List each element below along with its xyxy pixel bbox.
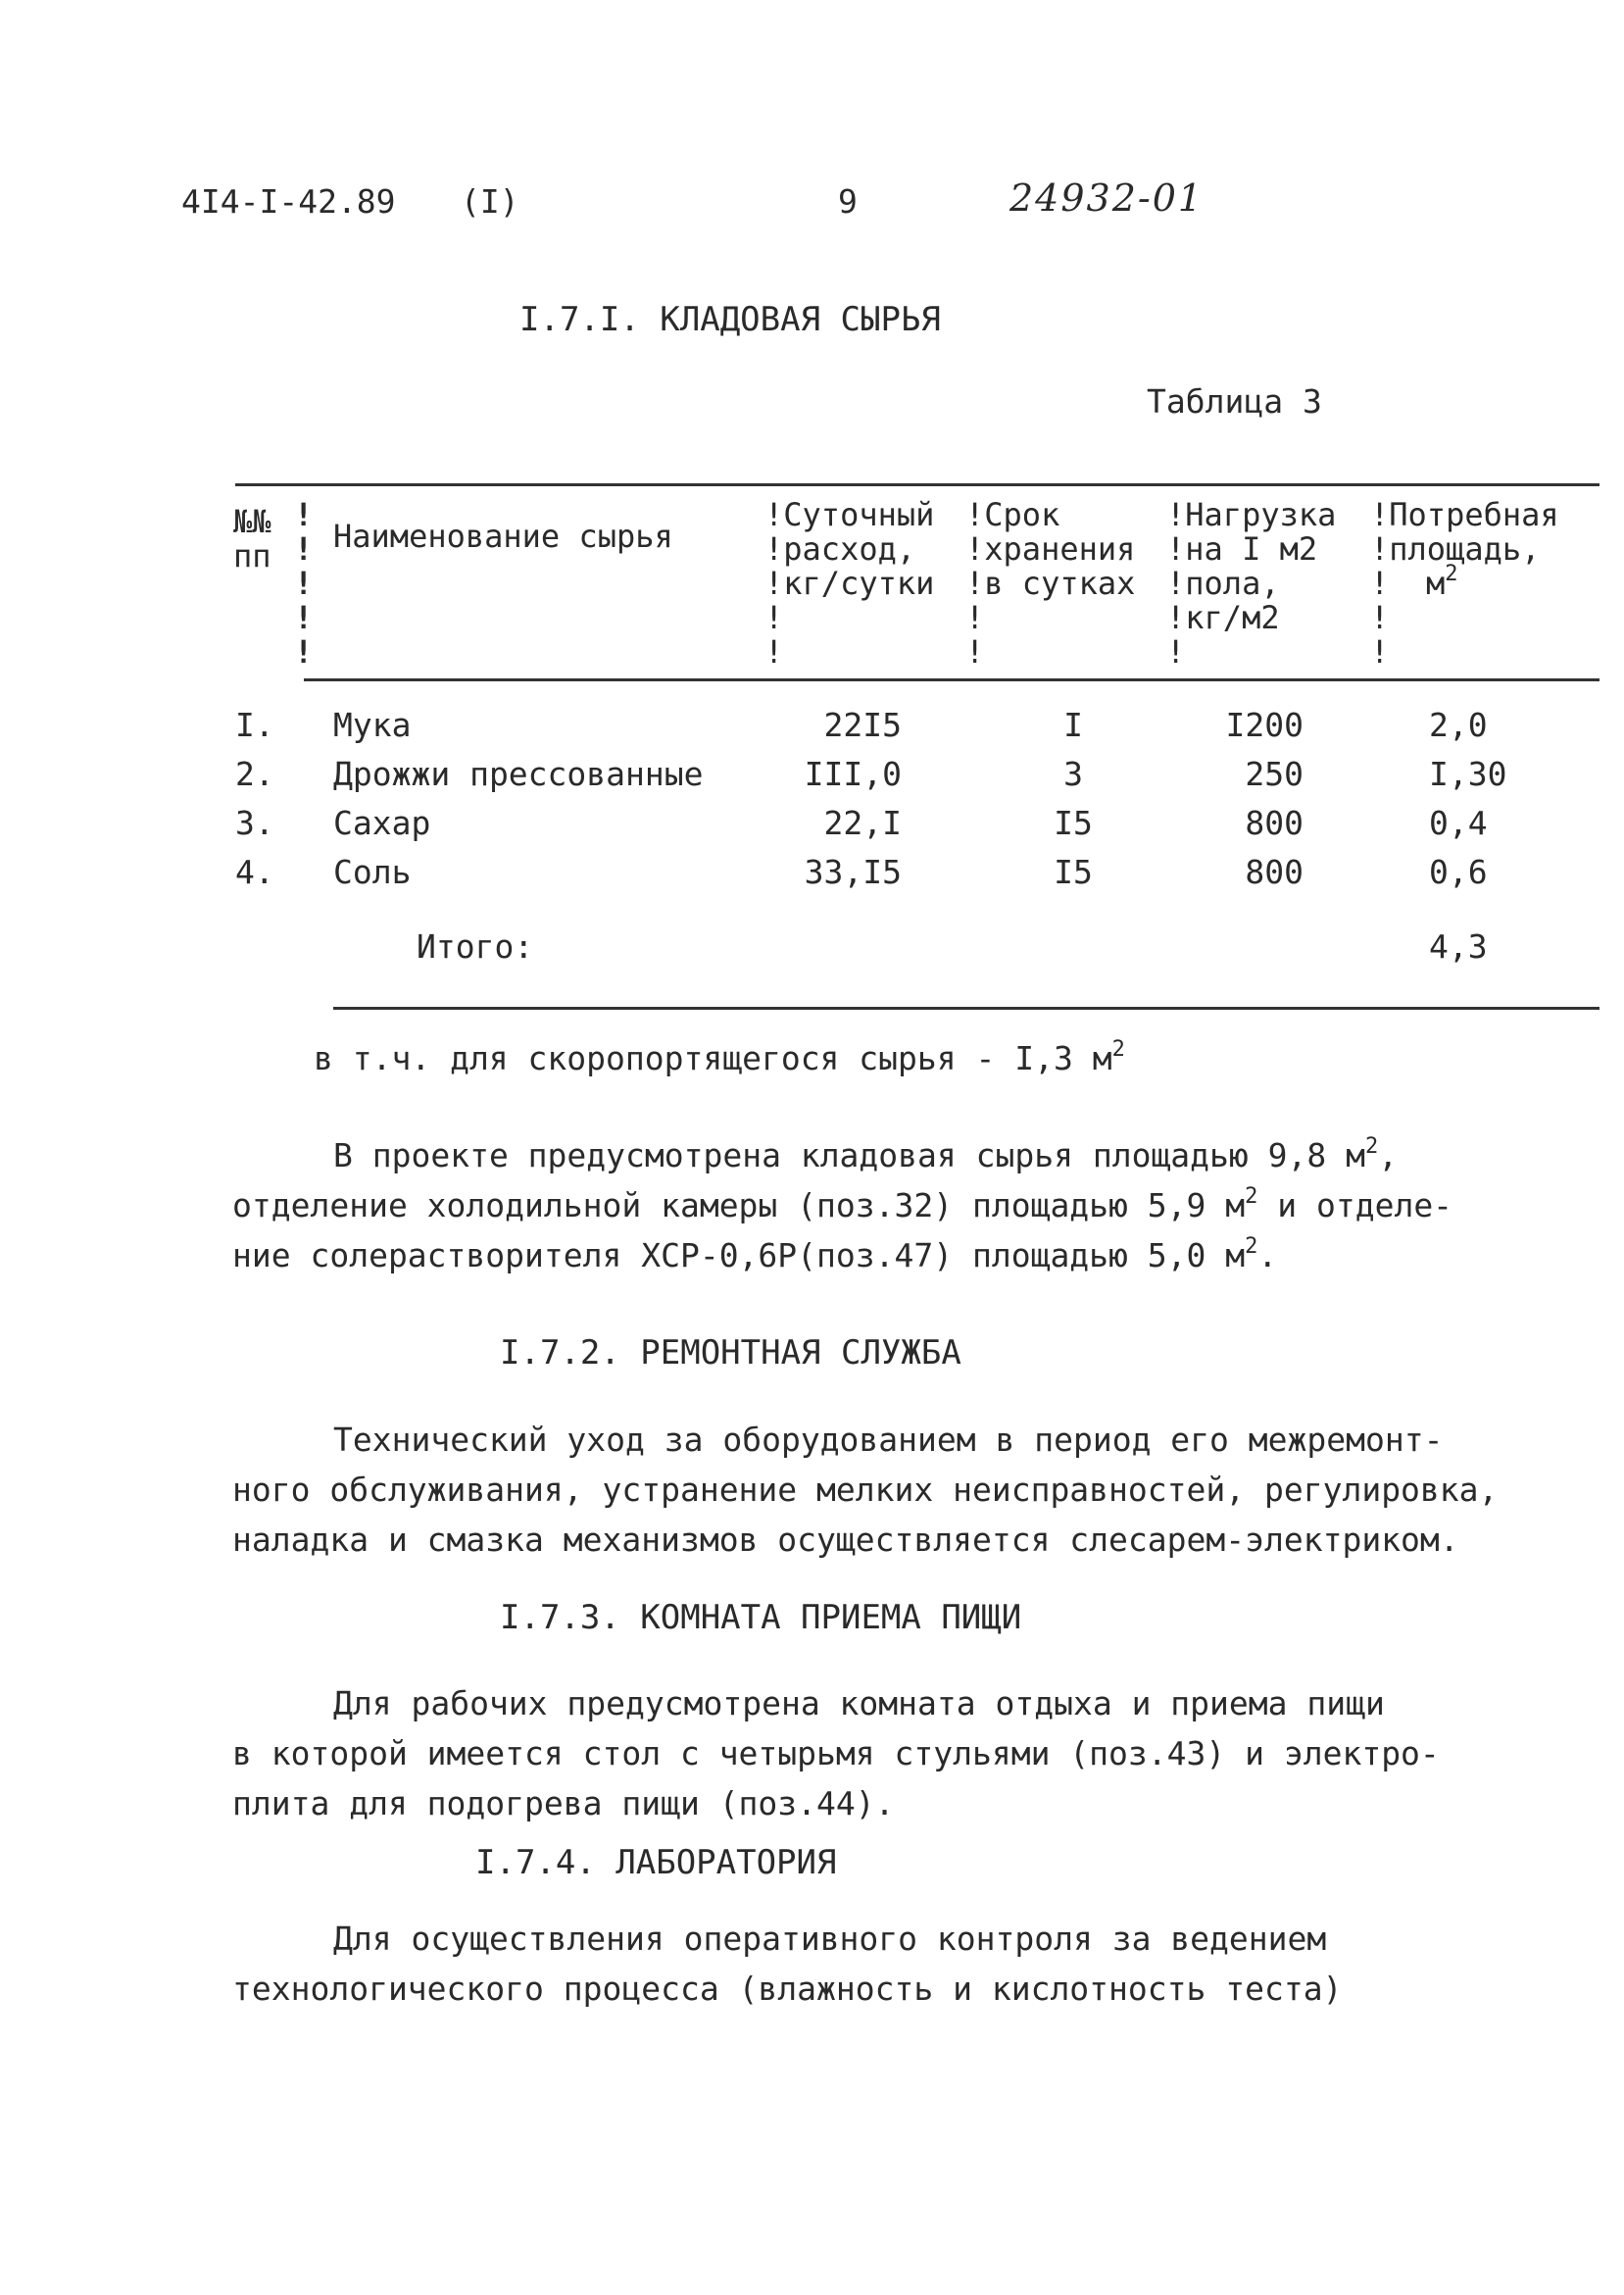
storage-paragraph-line-3-end: . (1257, 1236, 1278, 1274)
storage-paragraph-line-2-end: и отделе- (1257, 1186, 1453, 1224)
row-material-name: Мука (333, 706, 412, 744)
row-number: 4. (235, 853, 274, 891)
row-daily-consumption: III,0 (804, 755, 902, 793)
storage-paragraph-line-1-end: , (1378, 1136, 1399, 1174)
header-floor-load: !Нагрузка !на I м2 !пола, !кг/м2 ! (1166, 496, 1337, 671)
row-daily-consumption: 22I5 (823, 706, 902, 744)
repair-paragraph-line-2: ного обслуживания, устранение мелких неисправностей, регулировка, (232, 1471, 1499, 1509)
dining-paragraph-line-2: в которой имеется стол с четырьмя стульями (поз.43) и электро- (232, 1734, 1440, 1772)
header-storage-term: !Срок !хранения !в сутках ! ! (965, 496, 1136, 671)
storage-paragraph-line-3-text: ние солерастворителя ХСР-0,6Р(поз.47) площадью 5,0 м (232, 1236, 1246, 1274)
handwritten-number: 24932-01 (1009, 176, 1205, 220)
table-header-rule (304, 678, 1599, 681)
row-storage-term: I5 (1054, 853, 1093, 891)
document-part: (I) (461, 182, 519, 221)
storage-paragraph-line-1-exp: 2 (1365, 1134, 1379, 1159)
row-floor-load: 800 (1245, 853, 1304, 891)
row-required-area: 2,0 (1429, 706, 1488, 744)
perishable-note-exp: 2 (1111, 1037, 1125, 1062)
laboratory-paragraph-line-1: Для осуществления оперативного контроля за ведением (333, 1920, 1327, 1958)
row-number: 3. (235, 804, 274, 842)
row-required-area: 0,4 (1429, 804, 1488, 842)
dining-paragraph-line-3: плита для подогрева пищи (поз.44). (232, 1784, 895, 1822)
storage-paragraph-line-1-text: В проекте предусмотрена кладовая сырья площадью 9,8 м (333, 1136, 1365, 1174)
row-material-name: Сахар (333, 804, 431, 842)
storage-paragraph-line-1 (333, 1130, 1398, 1180)
header-separator: ! ! ! ! ! (294, 496, 314, 671)
table-bottom-rule (333, 1007, 1599, 1010)
table-caption: Таблица 3 (1147, 382, 1322, 421)
row-daily-consumption: 22,I (823, 804, 902, 842)
row-required-area: 0,6 (1429, 853, 1488, 891)
section-title-repair: I.7.2. РЕМОНТНАЯ СЛУЖБА (500, 1333, 961, 1372)
storage-paragraph-line-2 (232, 1180, 1452, 1230)
header-area-unit: $м^2$ (1426, 562, 1458, 602)
header-daily-consumption: !Суточный !расход, !кг/сутки ! ! (764, 496, 935, 671)
row-storage-term: I (1063, 706, 1083, 744)
document-code: 4I4-I-42.89 (181, 182, 396, 221)
storage-paragraph-line-3-exp: 2 (1245, 1234, 1258, 1259)
perishable-note-text: в т.ч. для скоропортящегося сырья - I,3 м (314, 1039, 1112, 1077)
table-top-rule (235, 483, 1599, 486)
row-floor-load: 800 (1245, 804, 1304, 842)
row-required-area: I,30 (1429, 755, 1507, 793)
storage-paragraph-line-2-exp: 2 (1245, 1184, 1258, 1209)
row-floor-load: I200 (1225, 706, 1304, 744)
perishable-note (314, 1039, 1125, 1077)
header-required-area: !Потребная !площадь, ! ! ! (1370, 496, 1559, 671)
row-number: 2. (235, 755, 274, 793)
laboratory-paragraph-line-2: технологического процесса (влажность и кислотность теста) (232, 1970, 1343, 2008)
row-storage-term: I5 (1054, 804, 1093, 842)
dining-paragraph-line-1: Для рабочих предусмотрена комната отдыха и приема пищи (333, 1684, 1385, 1722)
storage-paragraph-line-2-text: отделение холодильной камеры (поз.32) площадью 5,9 м (232, 1186, 1246, 1224)
header-area-unit-exp: 2 (1445, 562, 1458, 586)
repair-paragraph-line-1: Технический уход за оборудованием в период его межремонт- (333, 1421, 1444, 1459)
row-daily-consumption: 33,I5 (804, 853, 902, 891)
section-title-laboratory: I.7.4. ЛАБОРАТОРИЯ (475, 1843, 837, 1882)
header-name: Наименование сырья (333, 518, 673, 555)
row-material-name: Дрожжи прессованные (333, 755, 704, 793)
page-number: 9 (838, 182, 858, 221)
row-material-name: Соль (333, 853, 412, 891)
storage-paragraph-line-3 (232, 1230, 1277, 1280)
total-label: Итого: (417, 927, 534, 966)
row-floor-load: 250 (1245, 755, 1304, 793)
row-storage-term: 3 (1063, 755, 1083, 793)
row-number: I. (235, 706, 274, 744)
repair-paragraph-line-3: наладка и смазка механизмов осуществляется слесарем-электриком. (232, 1521, 1459, 1559)
header-number: №№ пп (233, 503, 271, 574)
total-value: 4,3 (1429, 927, 1488, 966)
section-title-storage: I.7.I. КЛАДОВАЯ СЫРЬЯ (519, 300, 941, 339)
section-title-dining: I.7.3. КОМНАТА ПРИЕМА ПИЩИ (500, 1598, 1022, 1637)
